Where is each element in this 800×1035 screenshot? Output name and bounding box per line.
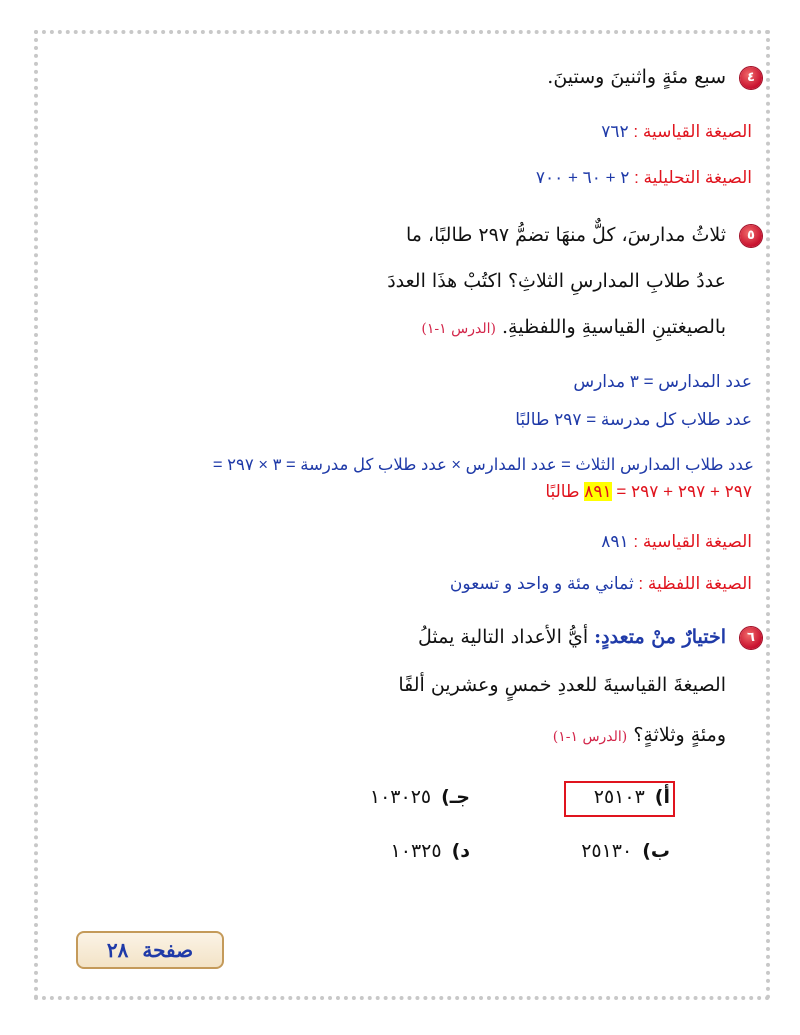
question-6-badge: ٦ [740,627,762,649]
question-5-lesson-ref: (الدرس ١-١) [421,321,496,337]
question-6-line-2: الصيغةَ القياسيةَ للعددِ خمسٍ وعشرين ألفًا [398,674,726,696]
question-5-line-1: ثلاثُ مدارسَ، كلٌّ منهَا تضمُّ ٢٩٧ طالبًا، ما [406,224,726,246]
page-number: ٢٨ [106,938,129,962]
option-c-value: ١٠٣٠٢٥ [369,786,432,808]
question-6-title: اختيارٌ منْ متعددٍ: [594,626,726,648]
question-4-text: سبع مئةٍ واثنينَ وستينَ. [547,66,726,88]
q4-standard-value: ٧٦٢ [601,122,629,141]
q5-word-form [450,574,752,594]
page-number-box [76,931,224,969]
q4-expanded-value: ٢ + ٦٠ + ٧٠٠ [535,168,630,187]
q5-standard-value: ٨٩١ [601,532,629,551]
option-d-value: ١٠٣٢٥ [390,840,442,862]
q5-work-line-4-sum: ٢٩٧ + ٢٩٧ + ٢٩٧ = [611,482,752,501]
question-5-line-3 [421,316,726,338]
option-d[interactable] [391,840,470,862]
option-a-value: ٢٥١٠٣ [593,786,645,808]
option-d-label: د) [451,840,470,862]
q5-work-line-1: عدد المدارس = ٣ مدارس [573,372,752,391]
q5-word-label: الصيغة اللفظية : [633,574,752,593]
q5-work-line-4 [545,482,752,502]
q5-work-line-3: عدد طلاب المدارس الثلاث = عدد المدارس × عدد طلاب كل مدرسة = ٣ × ٢٩٧ = [212,456,754,474]
option-a-label: أ) [654,786,670,808]
question-5-line-2: عددُ طلابِ المدارسِ الثلاثِ؟ اكتُبْ هذَا العددَ [387,270,726,292]
q5-work-line-2: عدد طلاب كل مدرسة = ٢٩٧ طالبًا [515,410,752,429]
option-c-label: جـ) [441,786,470,808]
question-4-badge: ٤ [740,67,762,89]
question-5-line-3-text: بالصيغتينِ القياسيةِ واللفظيةِ. [502,316,726,338]
q5-word-value: ثماني مئة و واحد و تسعون [449,574,634,593]
q5-standard-label: الصيغة القياسية : [628,532,752,551]
option-b-value: ٢٥١٣٠ [581,840,633,862]
option-b[interactable] [581,840,670,862]
q5-standard-form [601,532,752,552]
question-6-line-1-text: أيُّ الأعداد التالية يمثلُ [417,626,595,648]
question-6-line-3-text: ومئةٍ وثلاثةٍ؟ [633,724,726,746]
page-label: صفحة [142,938,194,962]
q4-standard-form [601,122,752,142]
q4-standard-label: الصيغة القياسية : [628,122,752,141]
question-6-lesson-ref: (الدرس ١-١) [552,729,628,745]
q4-expanded-label: الصيغة التحليلية : [629,168,752,187]
q5-total-highlight: ٨٩١ [584,482,612,501]
question-5-badge: ٥ [740,225,762,247]
option-a[interactable] [594,786,670,808]
option-b-label: ب) [642,840,670,862]
q4-expanded-form [536,168,752,188]
question-6-line-1 [418,626,726,648]
q5-work-line-4-unit: طالبًا [545,482,585,501]
question-6-line-3 [553,724,726,746]
option-c[interactable] [370,786,470,808]
